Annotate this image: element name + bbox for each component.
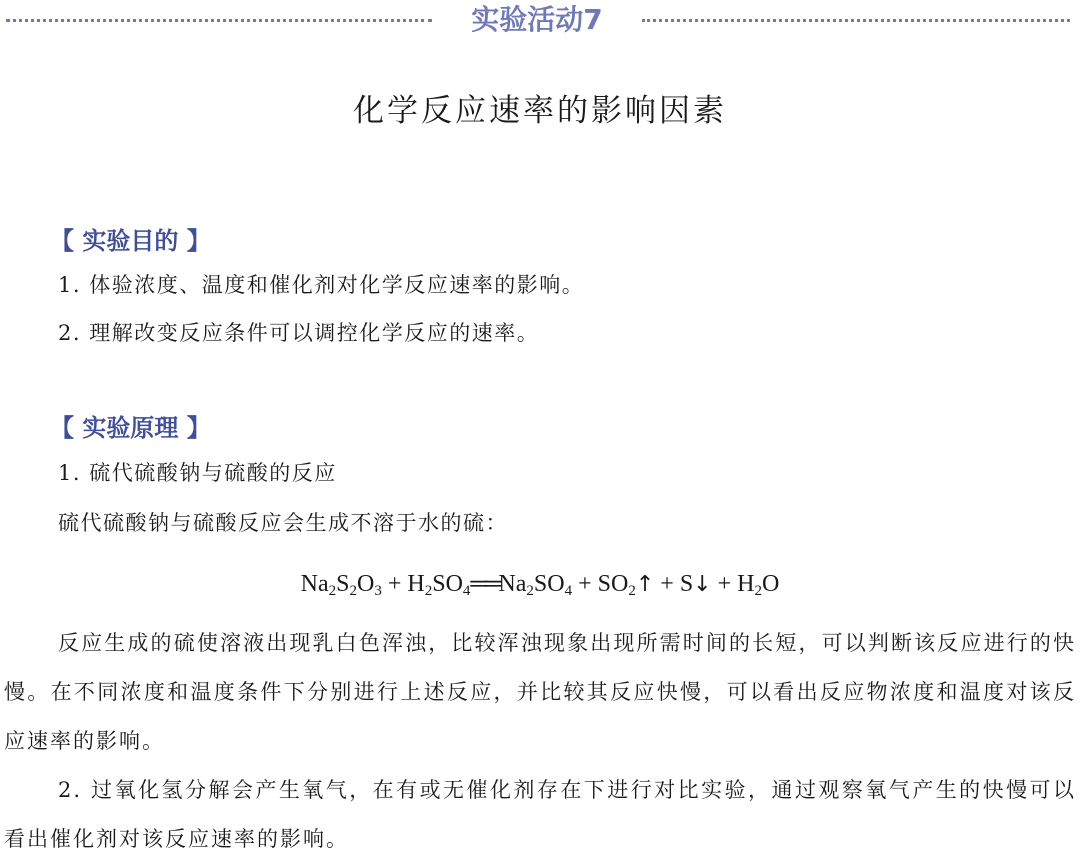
eq-subscript: 2 [754,583,762,599]
dotted-divider-right [642,19,1070,22]
principle-item-1-title: 1. 硫代硫酸钠与硫酸的反应 [58,461,337,485]
eq-plus: + [660,571,674,597]
principle-item-1-intro: 硫代硫酸钠与硫酸反应会生成不溶于水的硫： [58,511,508,535]
eq-subscript: 2 [349,583,357,599]
eq-token: S [679,571,694,597]
purpose-item-1: 1. 体验浓度、温度和催化剂对化学反应速率的影响。 [58,273,585,297]
eq-subscript: 2 [424,583,433,599]
purpose-item-2: 2. 理解改变反应条件可以调控化学反应的速率。 [58,321,540,345]
eq-subscript: 2 [628,583,636,599]
section-heading-principle: 【 实验原理 】 [50,414,211,442]
section-heading-purpose: 【 实验目的 】 [50,227,211,255]
chemical-equation [0,564,1080,605]
eq-token: O [762,571,780,597]
eq-subscript: 2 [526,583,534,599]
eq-token: SO [432,571,463,597]
eq-token: Na [498,571,527,597]
activity-label: 实验活动7 [471,3,603,36]
gas-up-arrow-icon: ↑ [635,572,655,597]
eq-token: Na [300,571,329,597]
eq-token: SO [533,571,565,597]
eq-token: S [336,571,350,597]
eq-plus: + [387,571,402,597]
eq-plus: + [717,571,732,597]
eq-token: SO [597,571,629,597]
eq-token: H [737,571,755,597]
activity-header [0,0,1080,42]
eq-subscript: 2 [328,583,337,599]
page-title: 化学反应速率的影响因素 [353,93,727,129]
eq-subscript: 4 [564,583,573,599]
eq-subscript: 4 [462,583,471,599]
eq-plus: + [578,571,592,597]
eq-token: H [407,571,425,597]
precipitate-down-arrow-icon: ↓ [693,572,712,597]
eq-token: O [356,571,375,597]
principle-item-1-paragraph: 反应生成的硫使溶液出现乳白色浑浊，比较浑浊现象出现所需时间的长短，可以判断该反应进行的快慢。在不同浓度和温度条件下分别进行上述反应，并比较其反应快慢，可以看出反应物浓度和温度对该反应速率的影响。 [4,631,1076,753]
eq-subscript: 3 [374,583,382,599]
dotted-divider-left [6,19,432,22]
eq-equals: ══ [470,571,499,597]
principle-item-2-paragraph: 2. 过氧化氢分解会产生氧气，在有或无催化剂存在下进行对比实验，通过观察氧气产生的快慢可以看出催化剂对该反应速率的影响。 [4,778,1076,851]
